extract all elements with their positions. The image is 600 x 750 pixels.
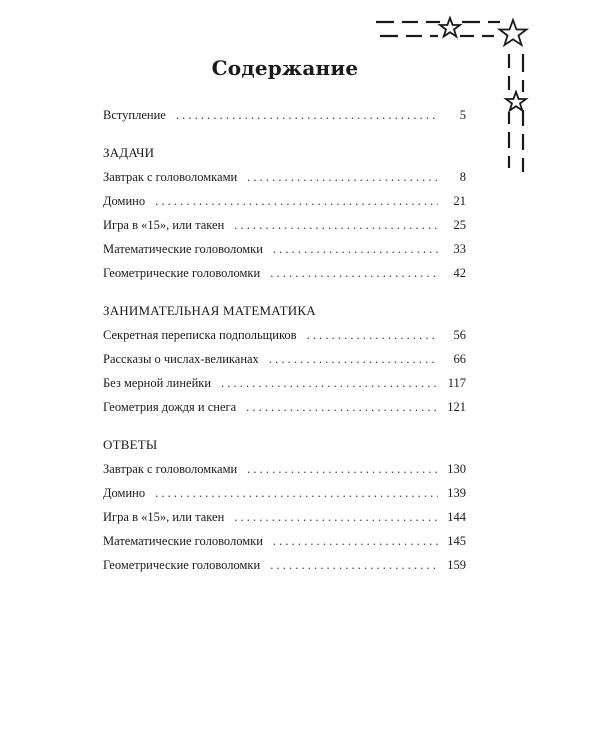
toc-entry[interactable] bbox=[103, 371, 466, 395]
toc-page-number: 145 bbox=[447, 534, 466, 548]
toc-entry-intro[interactable] bbox=[103, 103, 466, 127]
toc-entry-label: Математические головоломки bbox=[103, 242, 263, 256]
toc-entry-label: Геометрические головоломки bbox=[103, 266, 261, 280]
dot-leader bbox=[234, 505, 438, 529]
toc-entry-label: Игра в «15», или такен bbox=[103, 510, 225, 524]
toc-page-number: 21 bbox=[453, 194, 466, 208]
toc-page-number: 139 bbox=[447, 486, 466, 500]
toc-entry[interactable] bbox=[103, 261, 466, 285]
toc-entry[interactable] bbox=[103, 505, 466, 529]
toc-page-number: 8 bbox=[459, 170, 466, 184]
dot-leader bbox=[307, 323, 438, 347]
toc-page-number: 25 bbox=[453, 218, 466, 232]
dot-leader bbox=[269, 347, 438, 371]
toc-page-number: 117 bbox=[447, 376, 466, 390]
toc-entry-label: Домино bbox=[103, 194, 146, 208]
dot-leader bbox=[176, 103, 438, 127]
toc-entry-label: Домино bbox=[103, 486, 146, 500]
toc-page-number: 66 bbox=[453, 352, 466, 366]
dot-leader bbox=[270, 553, 438, 577]
toc-entry[interactable] bbox=[103, 323, 466, 347]
toc-entry-label: Завтрак с головоломками bbox=[103, 170, 238, 184]
toc-page-number: 121 bbox=[447, 400, 466, 414]
dot-leader bbox=[155, 189, 438, 213]
dot-leader bbox=[221, 371, 438, 395]
toc-entry[interactable] bbox=[103, 213, 466, 237]
section-heading-entertaining-math: ЗАНИМАТЕЛЬНАЯ МАТЕМАТИКА bbox=[103, 303, 316, 318]
toc-page-number: 5 bbox=[459, 108, 466, 122]
dot-leader bbox=[273, 529, 438, 553]
dot-leader bbox=[273, 237, 438, 261]
toc-entry[interactable] bbox=[103, 481, 466, 505]
table-of-contents bbox=[103, 103, 466, 577]
toc-entry-label: Без мерной линейки bbox=[103, 376, 212, 390]
toc-entry[interactable] bbox=[103, 237, 466, 261]
toc-entry-label: Рассказы о числах-великанах bbox=[103, 352, 259, 366]
toc-entry[interactable] bbox=[103, 347, 466, 371]
toc-page-number: 42 bbox=[453, 266, 466, 280]
dot-leader bbox=[246, 395, 438, 419]
toc-page-number: 56 bbox=[453, 328, 466, 342]
toc-entry-label: Секретная переписка подпольщиков bbox=[103, 328, 297, 342]
toc-entry[interactable] bbox=[103, 529, 466, 553]
dot-leader bbox=[270, 261, 438, 285]
dot-leader bbox=[247, 165, 438, 189]
toc-entry-label: Математические головоломки bbox=[103, 534, 263, 548]
toc-entry-label: Вступление bbox=[103, 108, 166, 122]
dot-leader bbox=[234, 213, 438, 237]
section-heading-problems: ЗАДАЧИ bbox=[103, 145, 155, 160]
dot-leader bbox=[155, 481, 438, 505]
toc-entry-label: Геометрические головоломки bbox=[103, 558, 261, 572]
toc-page-number: 33 bbox=[453, 242, 466, 256]
dot-leader bbox=[247, 457, 438, 481]
toc-entry[interactable] bbox=[103, 165, 466, 189]
toc-entry-label: Завтрак с головоломками bbox=[103, 462, 238, 476]
toc-page-number: 130 bbox=[447, 462, 466, 476]
toc-entry[interactable] bbox=[103, 553, 466, 577]
toc-entry-label: Игра в «15», или такен bbox=[103, 218, 225, 232]
toc-entry[interactable] bbox=[103, 395, 466, 419]
toc-entry[interactable] bbox=[103, 457, 466, 481]
toc-entry[interactable] bbox=[103, 189, 466, 213]
toc-page-number: 159 bbox=[447, 558, 466, 572]
toc-entry-label: Геометрия дождя и снега bbox=[103, 400, 237, 414]
toc-page-number: 144 bbox=[447, 510, 466, 524]
page-title: Содержание bbox=[211, 56, 359, 80]
section-heading-answers: ОТВЕТЫ bbox=[103, 437, 158, 452]
